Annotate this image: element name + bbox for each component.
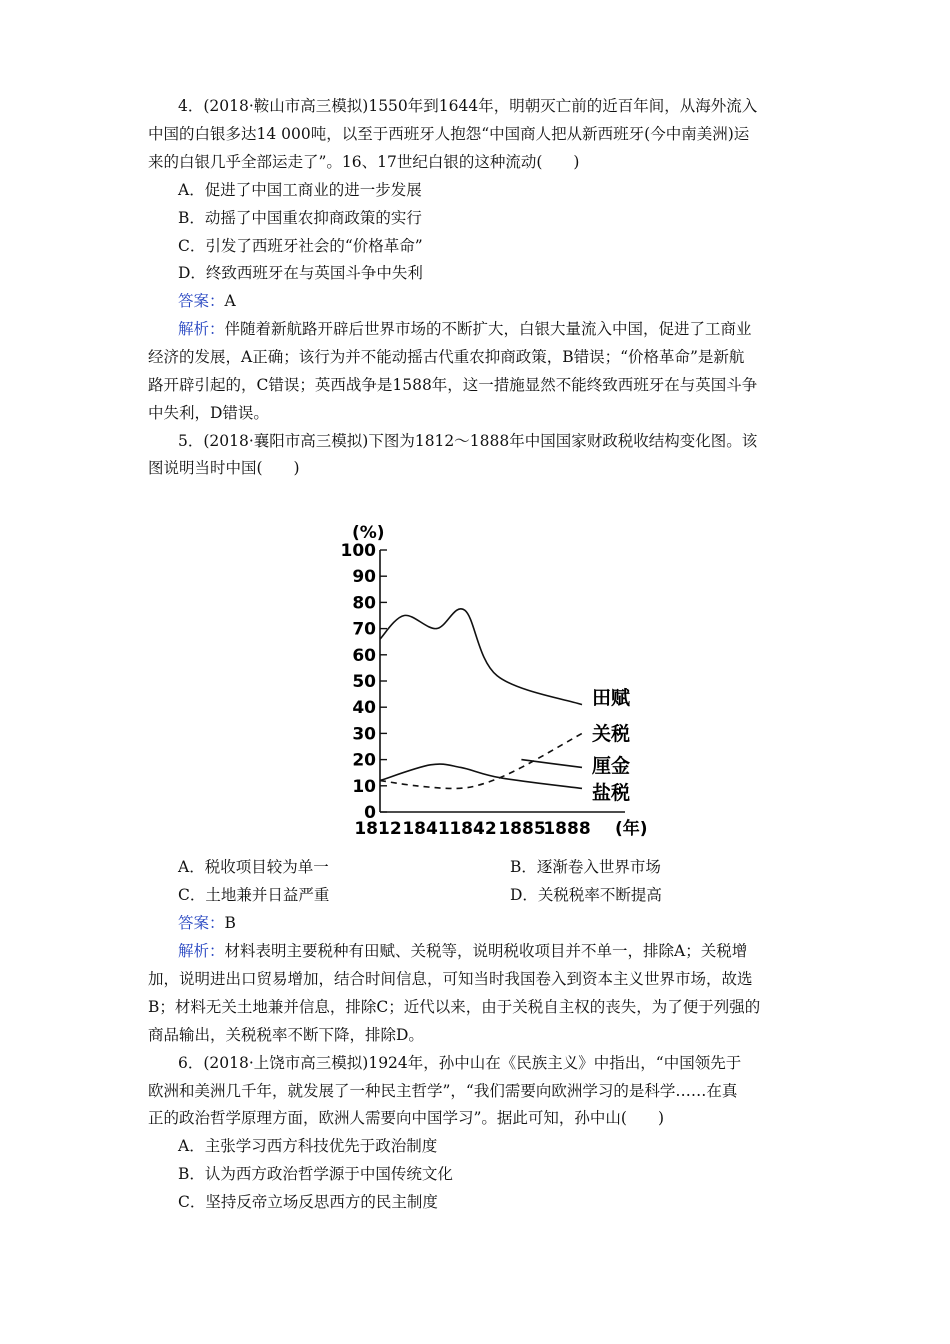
series-label: 田赋 <box>592 687 631 709</box>
q4-stem-line-3: 来的白银几乎全部运走了”。16、17世纪白银的这种流动( ) <box>148 153 580 171</box>
x-axis-unit-label: (年) <box>615 819 648 839</box>
q6-stem-line-2: 欧洲和美洲几千年，就发展了一种民主哲学”，“我们需要向欧洲学习的是科学……在真 <box>148 1082 738 1100</box>
q5-answer <box>178 913 236 933</box>
q6-stem-line-3: 正的政治哲学原理方面，欧洲人需要向中国学习”。据此可知，孙中山( ) <box>148 1109 665 1127</box>
x-tick-label: 1885 <box>498 819 546 839</box>
q6-stem-line-1: 6．(2018·上饶市高三模拟)1924年，孙中山在《民族主义》中指出，“中国领先于 <box>178 1054 742 1072</box>
q5-option-c: C．土地兼并日益严重 <box>178 886 330 904</box>
y-tick-label: 90 <box>352 567 376 588</box>
q5-stem-line-2: 图说明当时中国( ) <box>148 459 300 477</box>
q5-analysis-line-4: 商品输出，关税税率不断下降，排除D。 <box>148 1026 424 1044</box>
q4-analysis-line-1 <box>178 319 752 339</box>
series-line <box>521 760 582 768</box>
x-tick-label: 1812 <box>354 819 402 839</box>
y-tick-label: 70 <box>352 619 376 640</box>
tax-structure-chart <box>330 512 660 842</box>
answer-value: A <box>224 292 236 310</box>
series-label: 关税 <box>592 723 631 745</box>
q6-option-a: A．主张学习西方科技优先于政治制度 <box>178 1137 438 1155</box>
y-tick-label: 30 <box>352 724 376 745</box>
series-label: 厘金 <box>592 755 631 777</box>
series-label: 盐税 <box>592 782 631 804</box>
q5-analysis-line-1 <box>178 941 747 961</box>
x-tick-label: 1842 <box>449 819 497 839</box>
analysis-label: 解析： <box>178 942 225 960</box>
q5-option-d: D．关税税率不断提高 <box>510 886 662 904</box>
q4-analysis-line-3: 路开辟引起的，C错误；英西战争是1588年，这一措施显然不能终致西班牙在与英国斗争 <box>148 376 758 394</box>
q5-option-a: A．税收项目较为单一 <box>178 858 329 876</box>
q4-answer <box>178 291 236 311</box>
answer-value: B <box>224 914 236 932</box>
x-tick-label: 1888 <box>543 819 591 839</box>
q4-analysis-line-4: 中失利，D错误。 <box>148 404 269 422</box>
y-tick-label: 0 <box>364 803 376 823</box>
q5-option-b: B．逐渐卷入世界市场 <box>510 858 661 876</box>
q4-option-a: A．促进了中国工商业的进一步发展 <box>178 181 422 199</box>
y-tick-label: 10 <box>352 776 376 797</box>
answer-label: 答案： <box>178 914 225 932</box>
q6-option-c: C．坚持反帝立场反思西方的民主制度 <box>178 1193 438 1211</box>
x-tick-label: 1841 <box>402 819 450 839</box>
y-tick-label: 80 <box>352 593 376 614</box>
y-axis-unit-label: (%) <box>352 523 385 543</box>
y-tick-label: 20 <box>352 750 376 771</box>
q5-analysis-line-3: B；材料无关土地兼并信息，排除C；近代以来，由于关税自主权的丧失，为了便于列强的 <box>148 998 761 1016</box>
analysis-text: 伴随着新航路开辟后世界市场的不断扩大，白银大量流入中国，促进了工商业 <box>224 320 752 338</box>
q4-stem-line-2: 中国的白银多达14 000吨，以至于西班牙人抱怨“中国商人把从新西班牙(今中南美洲)运 <box>148 125 750 143</box>
q6-option-b: B．认为西方政治哲学源于中国传统文化 <box>178 1165 453 1183</box>
analysis-text: 材料表明主要税种有田赋、关税等，说明税收项目并不单一，排除A；关税增 <box>224 942 748 960</box>
q5-stem-line-1: 5．(2018·襄阳市高三模拟)下图为1812～1888年中国国家财政税收结构变化图。该 <box>178 432 758 450</box>
answer-label: 答案： <box>178 292 225 310</box>
q4-option-d: D．终致西班牙在与英国斗争中失利 <box>178 264 423 282</box>
y-tick-label: 60 <box>352 645 376 666</box>
q4-option-b: B．动摇了中国重农抑商政策的实行 <box>178 209 422 227</box>
analysis-label: 解析： <box>178 320 225 338</box>
q4-analysis-line-2: 经济的发展，A正确；该行为并不能动摇古代重农抑商政策，B错误；“价格革命”是新航 <box>148 348 745 366</box>
series-line <box>380 609 582 705</box>
y-tick-label: 50 <box>352 672 376 692</box>
q5-analysis-line-2: 加，说明进出口贸易增加，结合时间信息，可知当时我国卷入到资本主义世界市场，故选 <box>148 970 753 988</box>
y-tick-label: 40 <box>352 698 376 719</box>
y-tick-label: 100 <box>340 541 376 561</box>
q4-stem-line-1: 4．(2018·鞍山市高三模拟)1550年到1644年，明朝灭亡前的近百年间，从海外流入 <box>178 97 758 115</box>
series-line <box>380 733 582 788</box>
q4-option-c: C．引发了西班牙社会的“价格革命” <box>178 237 423 255</box>
